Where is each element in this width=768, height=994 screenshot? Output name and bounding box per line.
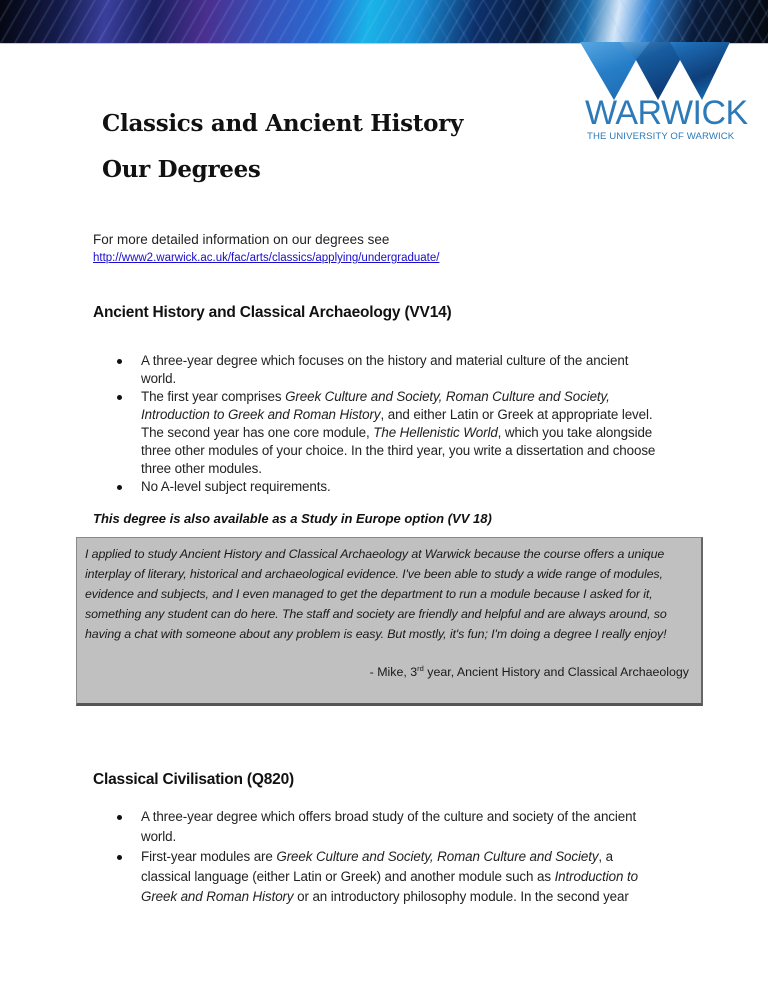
vv14-bullet-list (117, 352, 657, 496)
section-heading-q820: Classical Civilisation (Q820) (93, 771, 294, 788)
study-in-europe-note: This degree is also available as a Study in Europe option (VV 18) (93, 511, 492, 526)
intro-text: For more detailed information on our degrees see (93, 232, 390, 247)
testimonial-quote: I applied to study Ancient History and Classical Archaeology at Warwick because the course offers a unique interplay of literary, historical and archaeological evidence. I've been able to study a wide range of modules, evidence and subjects, and I even managed to get the department to run a module because I asked for it, something any student can do here. The staff and society are friendly and helpful and are always around, so having a chat with someone about any problem is easy. But mostly, it's fun; I'm doing a degree I really enjoy! (85, 547, 667, 641)
degrees-info-link[interactable]: http://www2.warwick.ac.uk/fac/arts/classics/applying/undergraduate/ (93, 252, 440, 264)
warwick-w-logo-icon (580, 42, 730, 102)
bullet-icon (117, 485, 122, 490)
page-subtitle: Our Degrees (102, 156, 261, 183)
warwick-wordmark: WARWICK (585, 94, 748, 132)
page-title: Classics and Ancient History (102, 110, 464, 137)
section-heading-vv14: Ancient History and Classical Archaeology (VV14) (93, 304, 452, 321)
student-testimonial (76, 537, 703, 706)
bullet-icon (117, 359, 122, 364)
testimonial-attribution: - Mike, 3rd year, Ancient History and Classical Archaeology (369, 664, 689, 679)
list-item: No A-level subject requirements. (117, 478, 657, 496)
bullet-icon (117, 815, 122, 820)
list-item: The first year comprises Greek Culture and Society, Roman Culture and Society, Introduction to Greek and Roman History, and either Latin or Greek at appropriate level. The second year has one core module, The Hellenistic World, which you take alongside three other modules of your choice. In the third year, you write a dissertation and choose three other modules. (117, 388, 657, 478)
bullet-icon (117, 395, 122, 400)
header-banner (0, 0, 768, 44)
list-item: A three-year degree which offers broad study of the culture and society of the ancient world. (117, 807, 657, 847)
bullet-icon (117, 855, 122, 860)
q820-bullet-list (117, 807, 657, 907)
list-item: A three-year degree which focuses on the history and material culture of the ancient world. (117, 352, 657, 388)
warwick-subtitle: THE UNIVERSITY OF WARWICK (587, 131, 735, 142)
list-item: First-year modules are Greek Culture and Society, Roman Culture and Society, a classical language (either Latin or Greek) and another module such as Introduction to Greek and Roman History or an introductory philosophy module. In the second year (117, 847, 657, 907)
